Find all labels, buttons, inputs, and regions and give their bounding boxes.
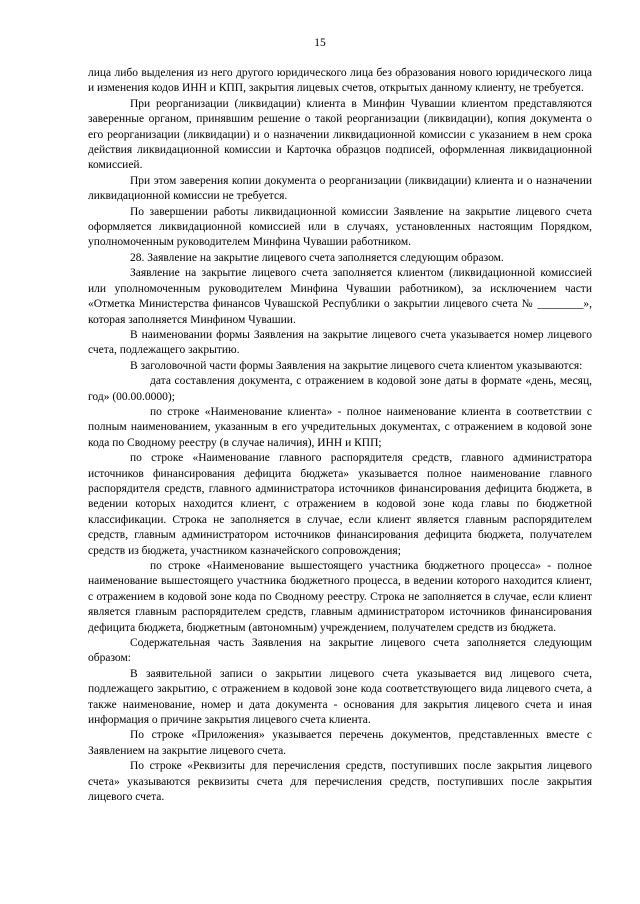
paragraph-1: лица либо выделения из него другого юридического лица без образования нового юридического лица и изменения кодов ИНН и КПП, закрытия лицевых счетов, открытых данному клиенту, не требуется.: [88, 67, 592, 95]
paragraph-8: В заголовочной части формы Заявления на закрытие лицевого счета клиентом указываются:: [130, 359, 583, 372]
paragraph-2: При реорганизации (ликвидации) клиента в Минфин Чувашии клиентом представляются заверенные органом, принявшим решение о такой реорганизации (ликвидации), копия документа о его реорганизации (ликвидации) и о назначении ликвидационной комиссии с указанием в нем срока действия ликвидационной комиссии и Карточка образцов подписей, оформленная ликвидационной комиссией.: [88, 97, 592, 172]
paragraph-10: по строке «Наименование клиента» - полное наименование клиента в соответствии с полным наименованием, указанным в его учредительных документах, с отражением в кодовой зоне кода по Сводному реестру (в случае наличия), ИНН и КПП;: [88, 405, 592, 449]
paragraph-9: дата составления документа, с отражением в кодовой зоне даты в формате «день, месяц, год» (00.00.0000);: [88, 375, 592, 403]
paragraph-16: По строке «Реквизиты для перечисления средств, поступивших после закрытия лицевого счета» указываются реквизиты счета для перечисления средств, поступивших после закрытия лицевого счета.: [88, 760, 592, 804]
paragraph-13: Содержательная часть Заявления на закрытие лицевого счета заполняется следующим образом:: [88, 637, 592, 665]
paragraph-7: В наименовании формы Заявления на закрытие лицевого счета указывается номер лицевого счета, подлежащего закрытию.: [88, 328, 592, 357]
page-number: 15: [314, 37, 326, 49]
paragraph-3: При этом заверения копии документа о реорганизации (ликвидации) клиента и о назначении ликвидационной комиссии не требуется.: [88, 174, 592, 203]
paragraph-14: В заявительной записи о закрытии лицевого счета указывается вид лицевого счета, подлежащего закрытию, с отражением в кодовой зоне кода соответствующего вида лицевого счета, а также наименование, номер и дата документа - основания для закрытия лицевого счета и иная информация о причине закрытия лицевого счета клиента.: [88, 667, 592, 727]
document-body: [88, 66, 592, 806]
paragraph-15: По строке «Приложения» указывается перечень документов, представленных вместе с Заявлением на закрытие лицевого счета.: [88, 729, 592, 757]
paragraph-6: Заявление на закрытие лицевого счета заполняется клиентом (ликвидационной комиссией или уполномоченным руководителем Минфина Чувашии работником), за исключением части «Отметка Министерства финансов Чувашской Республики о закрытии лицевого счета № ________», которая заполняется Минфином Чувашии.: [88, 267, 592, 326]
paragraph-11: по строке «Наименование главного распорядителя средств, главного администратора источников финансирования дефицита бюджета» указывается полное наименование главного распорядителя средств, главного администратора источников финансирования дефицита бюджета, в ведении которых находится клиент, с отражением в кодовой зоне кода главы по бюджетной классификации. Строка не заполняется в случае, если клиент является главным распорядителем средств, главным администратором источников финансирования дефицита бюджета, получателем средств из бюджета, участником казначейского сопровождения;: [88, 452, 592, 557]
paragraph-4: По завершении работы ликвидационной комиссии Заявление на закрытие лицевого счета оформляется ликвидационной комиссией или в случаях, установленных настоящим Порядком, уполномоченным руководителем Минфина Чувашии работником.: [88, 205, 592, 249]
paragraph-12: по строке «Наименование вышестоящего участника бюджетного процесса» - полное наименование вышестоящего участника бюджетного процесса, в ведении которого находится клиент, с отражением в кодовой зоне кода по Сводному реестру. Строка не заполняется в случае, если клиент является главным распорядителем средств, главным администратором источников финансирования дефицита бюджета, бюджетным (автономным) учреждением, получателем средств из бюджета.: [88, 560, 592, 634]
paragraph-5: 28. Заявление на закрытие лицевого счета заполняется следующим образом.: [130, 251, 504, 264]
